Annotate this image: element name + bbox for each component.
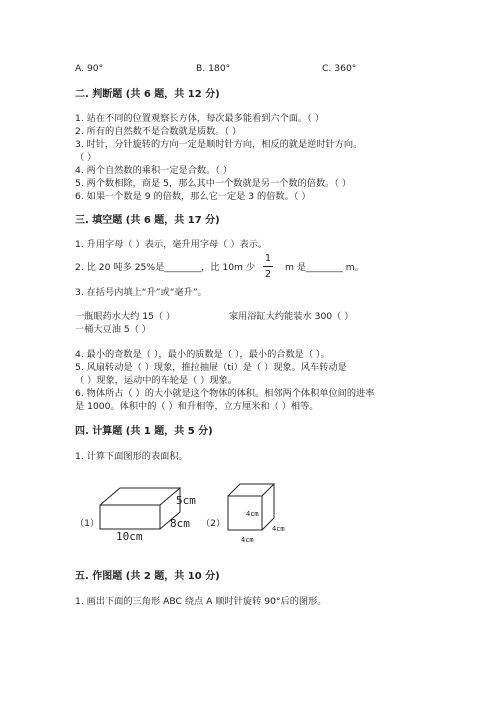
fill-q6-line2: 是 1000。体积中的（ ）和升相等，立方厘米和（ ）相等。 [75, 401, 319, 412]
cube-depth-label: 4cm [272, 525, 285, 533]
option-a: A. 90° [75, 63, 104, 74]
judgement-q3: 3. 时针，分针旋转的方向一定是顺时针方向，相反的就是逆时针方向。 [75, 139, 363, 150]
cube-figure [228, 484, 278, 534]
judgement-q5: 5. 两个数相除，商是 5，那么其中一个数就是另一个数的倍数。（ ） [75, 178, 352, 189]
fraction-one-half [263, 253, 273, 280]
option-c: C. 360° [322, 63, 357, 74]
fill-q2-part1: 2. 比 20 吨多 25%是________，比 10m 少 [75, 262, 256, 273]
section-title-fill: 三. 填空题 (共 6 题，共 17 分) [75, 215, 220, 226]
judgement-q1: 1. 站在不同的位置观察长方体，每次最多能看到六个面。（ ） [75, 113, 324, 124]
fill-q3-item1: 一瓶眼药水大约 15（ ） [75, 311, 176, 322]
option-b: B. 180° [196, 63, 231, 74]
section-title-drawing: 五. 作图题 (共 2 题，共 10 分) [75, 571, 220, 582]
cuboid-width-label: 8cm [170, 517, 190, 530]
fill-q5-line1: 5. 风扇转动是（ ）现象，推拉抽屉（ti）是（ ）现象。风车转动是 [75, 362, 347, 373]
cuboid-length-label: 10cm [116, 530, 143, 543]
judgement-q2: 2. 所有的自然数不是合数就是质数。（ ） [75, 126, 242, 137]
fraction-denominator: 2 [264, 269, 272, 280]
cube-width-label: 4cm [241, 536, 254, 544]
fill-q1: 1. 升用字母（ ）表示，毫升用字母（ ）表示。 [75, 239, 268, 250]
calc-q1: 1. 计算下面图形的表面积。 [75, 451, 188, 462]
figure2-label: （2） [201, 518, 226, 529]
fill-q3: 3. 在括号内填上“升”或“毫升”。 [75, 287, 207, 298]
section-title-calc: 四. 计算题 (共 1 题，共 5 分) [75, 426, 213, 437]
figure1-label: （1） [75, 518, 100, 529]
cube-height-label: 4cm [246, 510, 259, 518]
judgement-q6: 6. 如果一个数是 9 的倍数，那么它一定是 3 的倍数。（ ） [75, 191, 311, 202]
drawing-q1: 1. 画出下面的三角形 ABC 绕点 A 顺时针旋转 90°后的图形。 [75, 596, 327, 607]
fraction-numerator: 1 [264, 253, 272, 264]
fill-q5-line2: （ ）现象，运动中的车轮是（ ）现象。 [75, 375, 238, 386]
fill-q3-item2: 家用浴缸大约能装水 300（ ） [229, 311, 354, 322]
fill-q6-line1: 6. 物体所占（ ）的大小就是这个物体的体积。相邻两个体积单位间的进率 [75, 388, 375, 399]
judgement-q4: 4. 两个自然数的乘积一定是合数。（ ） [75, 165, 233, 176]
cuboid-height-label: 5cm [176, 494, 196, 507]
fill-q3-item3: 一桶大豆油 5（ ） [75, 324, 151, 335]
fill-q4: 4. 最小的奇数是（ ），最小的质数是（ ），最小的合数是（ ）。 [75, 349, 330, 360]
section-title-judgement: 二. 判断题 (共 6 题，共 12 分) [75, 89, 220, 100]
judgement-q3-answer: （ ） [75, 152, 97, 163]
fill-q2-part2: m 是________ m。 [285, 262, 364, 273]
